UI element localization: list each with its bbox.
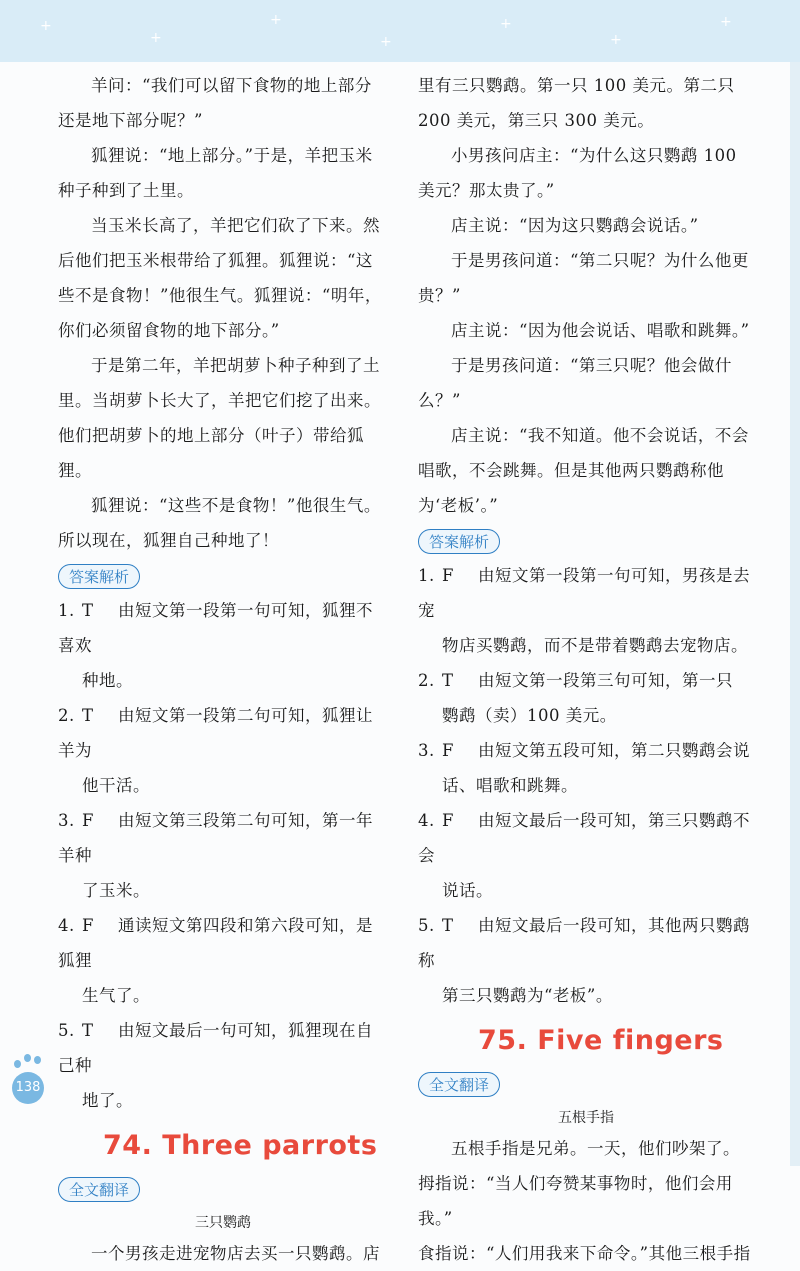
paragraph: 于是第二年，羊把胡萝卜种子种到了土里。当胡萝卜长大了，羊把它们挖了出来。他们把胡萝卜的地上部分（叶子）带给狐狸。 — [58, 356, 381, 480]
chapter-title: 74. Three parrots — [103, 1130, 378, 1161]
full-translation-badge: 全文翻译 — [418, 1072, 500, 1097]
right-column — [418, 68, 754, 1271]
answer-item: 2. T 由短文第一段第二句可知，狐狸让羊为 他干活。 — [58, 706, 373, 795]
top-decorative-band — [0, 0, 800, 62]
paragraph: 于是男孩问道：“第三只呢？他会做什么？” — [418, 356, 732, 410]
paw-toe-icon — [34, 1056, 41, 1064]
paragraph: 狐狸说：“地上部分。”于是，羊把玉米种子种到了土里。 — [58, 146, 373, 200]
paragraph: 店主说：“因为这只鹦鹉会说话。” — [451, 216, 699, 235]
answer-analysis-badge: 答案解析 — [418, 529, 500, 554]
sparkle-icon: + — [150, 30, 162, 46]
answer-list — [58, 593, 388, 1118]
answer-item: 5. T 由短文最后一句可知，狐狸现在自己种 地了。 — [58, 1021, 373, 1110]
paragraph: 于是男孩问道：“第二只呢？为什么他更贵？” — [418, 251, 749, 305]
sparkle-icon: + — [40, 18, 52, 34]
page-number: 138 — [12, 1072, 44, 1104]
paragraph: 拇指说：“当人们夸赞某事物时，他们会用我。” — [418, 1174, 733, 1228]
full-translation-badge: 全文翻译 — [58, 1177, 140, 1202]
left-column — [58, 68, 388, 1271]
story-title: 三只鹦鹉 — [195, 1215, 251, 1231]
paragraph: 小男孩问店主：“为什么这只鹦鹉 100 美元？那太贵了。” — [418, 146, 737, 200]
paw-toe-icon — [14, 1060, 21, 1068]
paragraph: 当玉米长高了，羊把它们砍了下来。然后他们把玉米根带给了狐狸。狐狸说：“这些不是食物！”他很生气。狐狸说：“明年，你们必须留食物的地下部分。” — [58, 216, 382, 340]
answer-item: 5. T 由短文最后一段可知，其他两只鹦鹉称 第三只鹦鹉为“老板”。 — [418, 916, 750, 1005]
sparkle-icon: + — [380, 34, 392, 50]
answer-list — [418, 558, 754, 1013]
story-title: 五根手指 — [558, 1110, 614, 1126]
paragraph: 里有三只鹦鹉。第一只 100 美元。第二只 200 美元，第三只 300 美元。 — [418, 76, 735, 130]
chapter-title: 75. Five fingers — [478, 1025, 724, 1056]
answer-item: 4. F 由短文最后一段可知，第三只鹦鹉不会 说话。 — [418, 811, 750, 900]
sparkle-icon: + — [720, 14, 732, 30]
answer-analysis-badge: 答案解析 — [58, 564, 140, 589]
paragraph: 店主说：“我不知道。他不会说话，不会唱歌，不会跳舞。但是其他两只鹦鹉称他为‘老板’。” — [418, 426, 749, 515]
paragraph: 五根手指是兄弟。一天，他们吵架了。 — [451, 1139, 740, 1158]
paw-toe-icon — [24, 1054, 31, 1062]
paragraph: 店主说：“因为他会说话、唱歌和跳舞。” — [451, 321, 750, 340]
paragraph: 一个男孩走进宠物店去买一只鹦鹉。店 — [91, 1244, 380, 1263]
answer-item: 1. T 由短文第一段第一句可知，狐狸不喜欢 种地。 — [58, 601, 373, 690]
answer-item: 4. F 通读短文第四段和第六段可知，是狐狸 生气了。 — [58, 916, 373, 1005]
answer-item: 2. T 由短文第一段第三句可知，第一只 鹦鹉（卖）100 美元。 — [418, 671, 733, 725]
sparkle-icon: + — [500, 16, 512, 32]
answer-item: 1. F 由短文第一段第一句可知，男孩是去宠 物店买鹦鹉，而不是带着鹦鹉去宠物店。 — [418, 566, 750, 655]
paragraph: 羊问：“我们可以留下食物的地上部分还是地下部分呢？” — [58, 76, 372, 130]
sparkle-icon: + — [610, 32, 622, 48]
page-edge — [790, 62, 800, 1166]
answer-item: 3. F 由短文第五段可知，第二只鹦鹉会说 话、唱歌和跳舞。 — [418, 741, 750, 795]
answer-item: 3. F 由短文第三段第二句可知，第一年羊种 了玉米。 — [58, 811, 373, 900]
paragraph: 狐狸说：“这些不是食物！”他很生气。所以现在，狐狸自己种地了！ — [58, 496, 381, 550]
sparkle-icon: + — [270, 12, 282, 28]
paragraph: 食指说：“人们用我来下命令。”其他三根手指 — [418, 1244, 751, 1263]
